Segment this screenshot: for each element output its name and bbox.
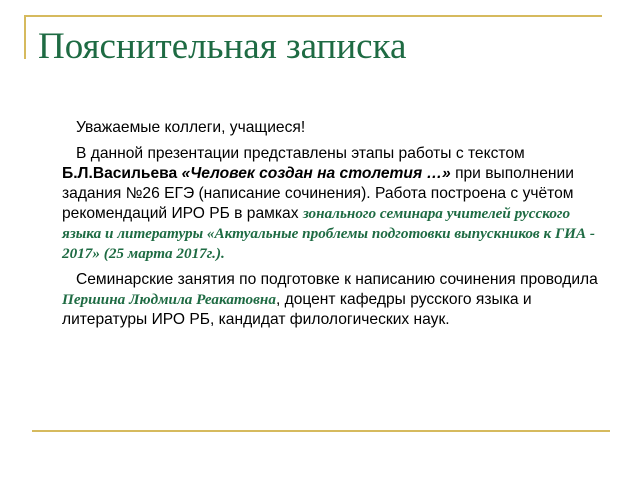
lecturer-intro-text: Семинарские занятия по подготовке к написанию сочинения проводила [76,271,598,288]
intro-text: В данной презентации представлены этапы работы с текстом [76,145,525,162]
author-name: Б.Л.Васильева [62,165,178,182]
work-title: «Человек создан на столетия …» [177,165,451,182]
greeting-paragraph: Уважаемые коллеги, учащиеся! [76,119,306,136]
lecturer-name: Першина Людмила Реакатовна [62,291,276,308]
seminar-name: зонального семинара учителей русского языка и литературы «Актуальные проблемы подготовки выпускников к ГИА - 2017» (25 марта 2017г.). [62,205,595,262]
lecturer-paragraph [62,270,610,330]
slide-body [62,118,610,336]
intro-text-continued: при выполнении задания №26 ЕГЭ (написание сочинения). Работа построена с учётом рекомендаций ИРО РБ в рамках [62,165,574,222]
frame-top-line [24,15,602,17]
frame-bottom-line [32,430,610,432]
slide-title: Пояснительная записка [38,26,407,67]
frame-left-line [24,15,26,59]
lecturer-details-text: , доцент кафедры русского языка и литературы ИРО РБ, кандидат филологических наук. [62,291,532,328]
intro-paragraph [62,144,610,264]
